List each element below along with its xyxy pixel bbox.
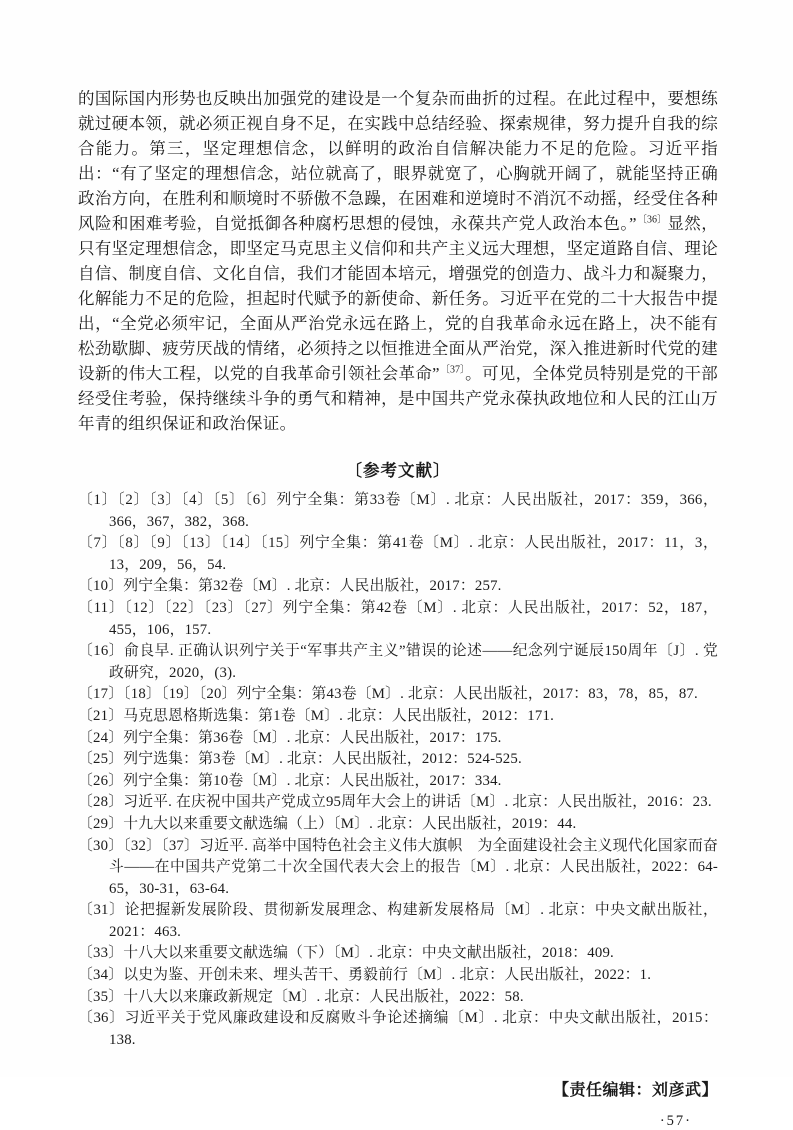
responsible-editor-note: 【责任编辑：刘彦武】 [552, 1082, 718, 1100]
reference-entry: 〔16〕俞良早. 正确认识列宁关于“军事共产主义”错误的论述——纪念列宁诞辰150周年〔J〕. 党政研究，2020，(3). [78, 643, 718, 681]
reference-entry: 〔33〕十八大以来重要文献选编（下）〔M〕. 北京：中央文献出版社，2018：409. [78, 945, 614, 962]
page-number: ·57· [659, 1113, 692, 1130]
reference-entry: 〔21〕马克思恩格斯选集：第1卷〔M〕. 北京：人民出版社，2012：171. [78, 707, 554, 724]
reference-entry: 〔28〕习近平. 在庆祝中国共产党成立95周年大会上的讲话〔M〕. 北京：人民出版社，2016：23. [78, 794, 712, 811]
reference-entry: 〔7〕〔8〕〔9〕〔13〕〔14〕〔15〕列宁全集：第41卷〔M〕. 北京：人民出版社，2017：11，3，13，209，56，54. [78, 535, 718, 573]
reference-entry: 〔35〕十八大以来廉政新规定〔M〕. 北京：人民出版社，2022：58. [78, 988, 524, 1005]
references-heading: 〔参考文献〕 [345, 461, 451, 480]
reference-entry: 〔30〕〔32〕〔37〕习近平. 高举中国特色社会主义伟大旗帜 为全面建设社会主义现代化国家而奋斗——在中国共产党第二十次全国代表大会上的报告〔M〕. 北京：人民出版社，2022：64-65，30-31，63-64. [78, 837, 718, 897]
body-paragraph [78, 86, 718, 436]
body-text-segment-2: 显然，只有坚定理想信念，即坚定马克思主义信仰和共产主义远大理想，坚定道路自信、理论自信、制度自信、文化自信，我们才能固本培元，增强党的创造力、战斗力和凝聚力，化解能力不足的危险，担起时代赋予的新使命、新任务。习近平在党的二十大报告中提出，“全党必须牢记，全面从严治党永远在路上，党的自我革命永远在路上，决不能有松劲歇脚、疲劳厌战的情绪，必须持之以恒推进全面从严治党，深入推进新时代党的建设新的伟大工程，以党的自我革命引领社会革命” [78, 214, 719, 383]
reference-entry: 〔17〕〔18〕〔19〕〔20〕列宁全集：第43卷〔M〕. 北京：人民出版社，2017：83，78，85，87. [78, 686, 698, 703]
reference-entry: 〔29〕十九大以来重要文献选编（上）〔M〕. 北京：人民出版社，2019：44. [78, 815, 577, 832]
reference-entry: 〔25〕列宁选集：第3卷〔M〕. 北京：人民出版社，2012：524-525. [78, 751, 522, 768]
reference-entry: 〔10〕列宁全集：第32卷〔M〕. 北京：人民出版社，2017：257. [78, 578, 502, 595]
body-text-segment-3: 。可见，全体党员特别是党的干部经受住考验，保持继续斗争的勇气和精神，是中国共产党永葆执政地位和人民的江山万年青的组织保证和政治保证。 [78, 364, 718, 433]
reference-entry: 〔24〕列宁全集：第36卷〔M〕. 北京：人民出版社，2017：175. [78, 729, 502, 746]
reference-entry: 〔26〕列宁全集：第10卷〔M〕. 北京：人民出版社，2017：334. [78, 772, 502, 789]
reference-entry: 〔36〕习近平关于党风廉政建设和反腐败斗争论述摘编〔M〕. 北京：中央文献出版社，2015：138. [78, 1010, 718, 1048]
reference-entry: 〔34〕以史为鉴、开创未来、埋头苦干、勇毅前行〔M〕. 北京：人民出版社，2022：1. [78, 967, 652, 984]
reference-entry: 〔1〕〔2〕〔3〕〔4〕〔5〕〔6〕列宁全集：第33卷〔M〕. 北京：人民出版社，2017：359，366，366，367，382，368. [78, 492, 718, 530]
citation-marker-36: 〔36〕 [636, 214, 668, 226]
body-text-segment-1: 的国际国内形势也反映出加强党的建设是一个复杂而曲折的过程。在此过程中，要想练就过硬本领，就必须正视自身不足，在实践中总结经验、探索规律，努力提升自我的综合能力。第三，坚定理想信念，以鲜明的政治自信解决能力不足的危险。习近平指出：“有了坚定的理想信念，站位就高了，眼界就宽了，心胸就开阔了，就能坚持正确政治方向，在胜利和顺境时不骄傲不急躁，在困难和逆境时不消沉不动摇，经受住各种风险和困难考验，自觉抵御各种腐朽思想的侵蚀，永葆共产党人政治本色。” [78, 89, 718, 233]
reference-entry: 〔11〕〔12〕〔22〕〔23〕〔27〕列宁全集：第42卷〔M〕. 北京：人民出版社，2017：52，187，455，106，157. [78, 599, 718, 638]
reference-entry: 〔31〕论把握新发展阶段、贯彻新发展理念、构建新发展格局〔M〕. 北京：中央文献出版社，2021：463. [78, 902, 718, 940]
citation-marker-37: 〔37〕 [439, 364, 466, 376]
references-list [78, 490, 718, 1051]
